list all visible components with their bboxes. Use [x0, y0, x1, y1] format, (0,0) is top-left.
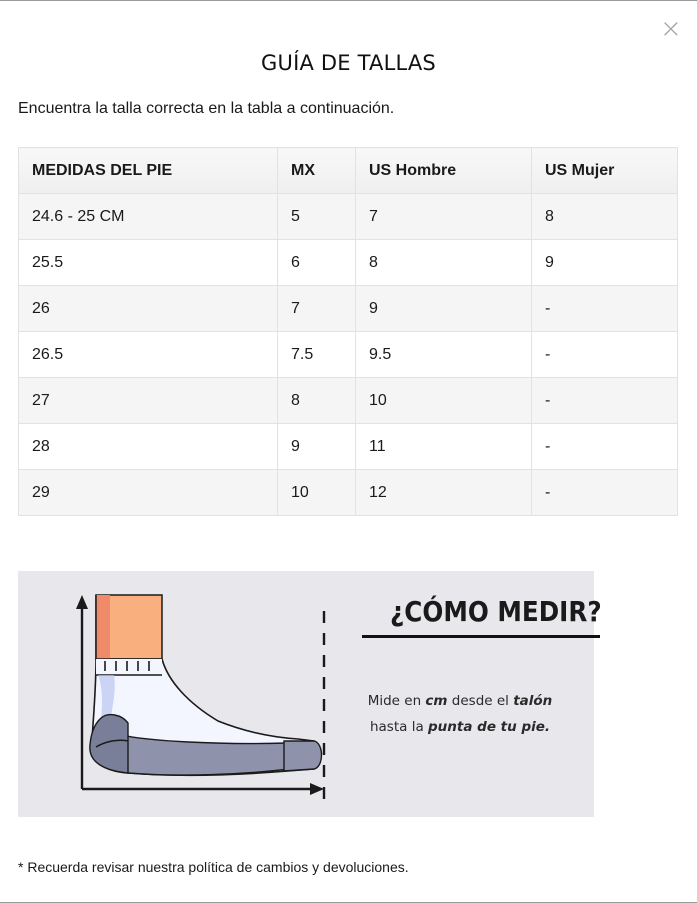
policy-footnote: * Recuerda revisar nuestra política de cambios y devoluciones.: [18, 859, 409, 875]
table-cell: 26: [19, 286, 278, 332]
table-cell: 9: [532, 240, 678, 286]
close-button[interactable]: [660, 14, 682, 44]
how-to-measure-panel: [18, 571, 602, 817]
table-cell: 10: [356, 378, 532, 424]
page-title: GUÍA DE TALLAS: [261, 51, 436, 75]
table-cell: 8: [532, 194, 678, 240]
table-row: [19, 470, 678, 516]
table-cell: -: [532, 424, 678, 470]
table-row: [19, 240, 678, 286]
table-row: [19, 378, 678, 424]
table-cell: 7.5: [278, 332, 356, 378]
column-header: US Hombre: [356, 148, 532, 194]
instruction-line-1: Mide en cm desde el talón: [367, 693, 553, 709]
how-to-measure-title: ¿CÓMO MEDIR?: [390, 595, 602, 628]
table-cell: 25.5: [19, 240, 278, 286]
size-table: [18, 147, 678, 516]
table-cell: 27: [19, 378, 278, 424]
table-cell: 29: [19, 470, 278, 516]
table-cell: 7: [278, 286, 356, 332]
table-cell: 26.5: [19, 332, 278, 378]
how-to-measure-instructions: [350, 688, 570, 740]
table-cell: 6: [278, 240, 356, 286]
column-header: MEDIDAS DEL PIE: [19, 148, 278, 194]
table-cell: -: [532, 470, 678, 516]
table-cell: 28: [19, 424, 278, 470]
table-cell: -: [532, 332, 678, 378]
column-header: US Mujer: [532, 148, 678, 194]
table-row: [19, 332, 678, 378]
table-cell: 11: [356, 424, 532, 470]
close-icon: ×: [660, 14, 682, 44]
table-cell: -: [532, 378, 678, 424]
table-row: [19, 194, 678, 240]
intro-text: Encuentra la talla correcta en la tabla a continuación.: [18, 100, 395, 117]
column-header: MX: [278, 148, 356, 194]
table-cell: 9: [278, 424, 356, 470]
title-underline: [362, 635, 600, 638]
table-cell: 7: [356, 194, 532, 240]
table-cell: 9: [356, 286, 532, 332]
table-cell: 8: [278, 378, 356, 424]
table-cell: 9.5: [356, 332, 532, 378]
table-row: [19, 286, 678, 332]
instruction-line-2: hasta la punta de tu pie.: [369, 719, 551, 735]
table-cell: 8: [356, 240, 532, 286]
table-cell: 5: [278, 194, 356, 240]
table-header-row: [19, 148, 678, 194]
table-cell: -: [532, 286, 678, 332]
table-cell: 10: [278, 470, 356, 516]
table-cell: 24.6 - 25 CM: [19, 194, 278, 240]
table-row: [19, 424, 678, 470]
table-cell: 12: [356, 470, 532, 516]
